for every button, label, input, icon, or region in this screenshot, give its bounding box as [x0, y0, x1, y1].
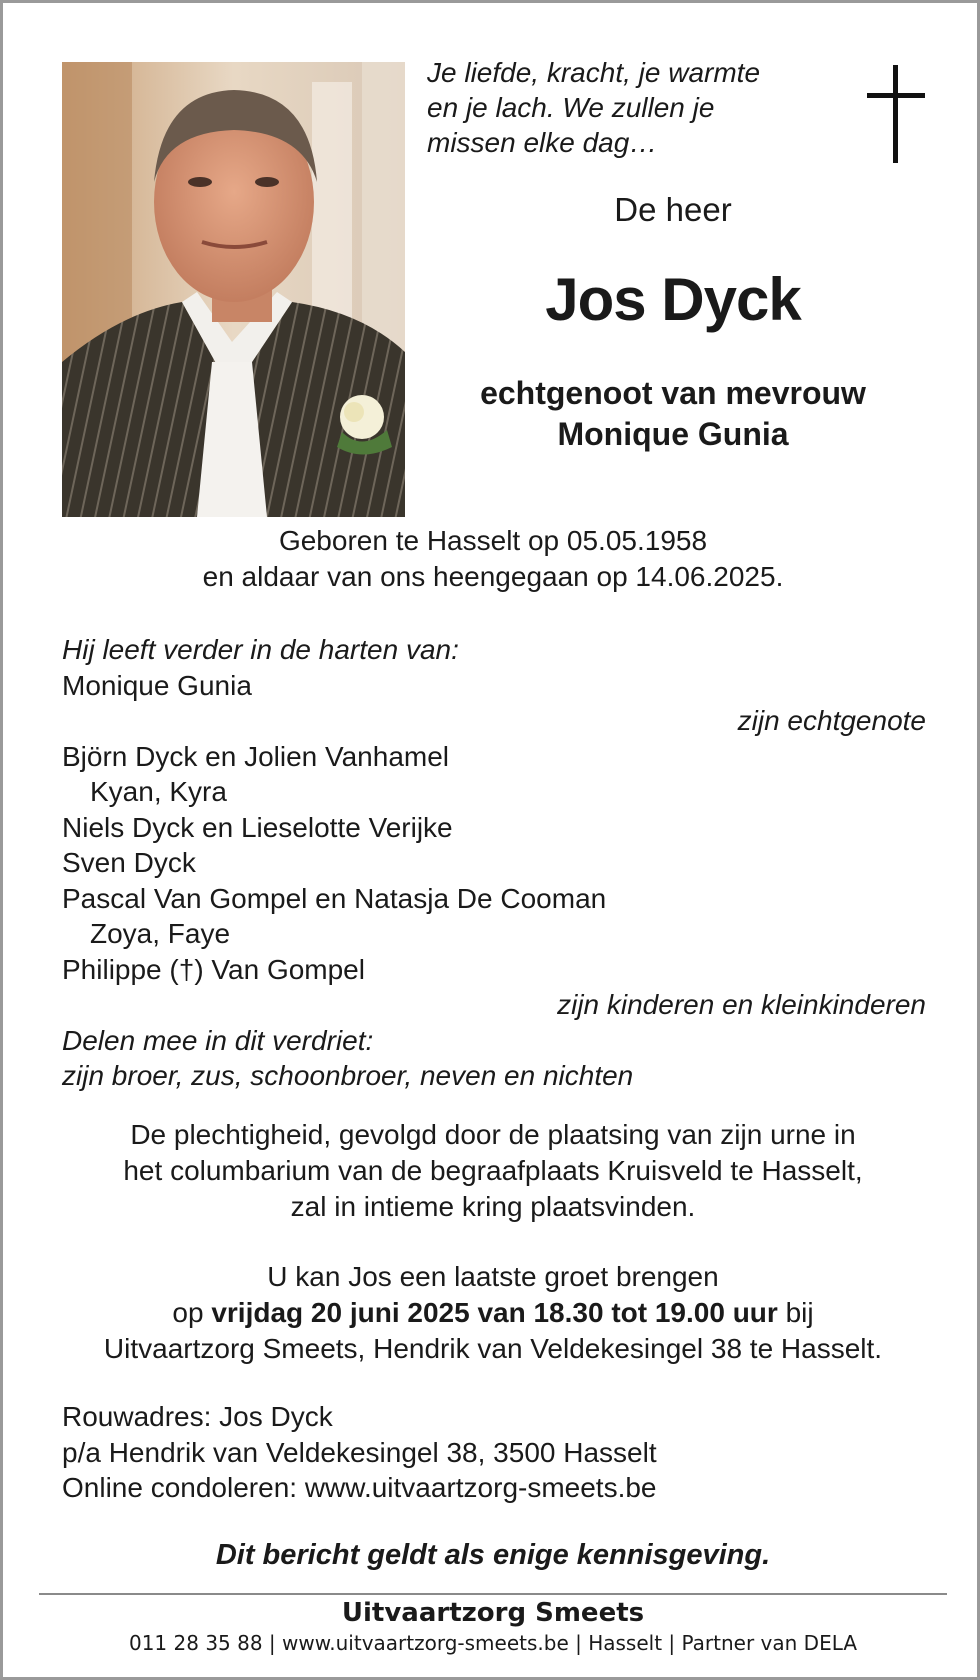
survivors-list: [62, 632, 926, 1094]
death-line: en aldaar van ons heengegaan op 14.06.2025.: [202, 561, 784, 592]
memorial-quote: [427, 55, 827, 160]
latin-cross-icon: [867, 65, 925, 163]
list-item-text: Philippe (: [62, 953, 179, 985]
visit-datetime: vrijdag 20 juni 2025 van 18.30 tot 19.00 uur: [211, 1297, 778, 1328]
share-intro: Delen mee in dit verdriet:: [62, 1024, 374, 1056]
quote-line: Je liefde, kracht, je warmte: [427, 57, 761, 88]
list-item: Sven Dyck: [62, 847, 196, 878]
salutation: De heer: [614, 191, 732, 228]
birth-line: Geboren te Hasselt op 05.05.1958: [278, 525, 708, 556]
visit-datetime-line: [43, 1295, 943, 1331]
footer-separator: |: [568, 1631, 589, 1655]
quote-line: en je lach. We zullen je: [427, 92, 715, 123]
ceremony-line: De plechtigheid, gevolgd door de plaatsing van zijn urne in: [130, 1119, 856, 1150]
list-item-text: ) Van Gompel: [194, 953, 365, 985]
spouse-line-1: echtgenoot van mevrouw: [480, 375, 866, 411]
visitation-info: [43, 1259, 943, 1367]
spouse-statement: [423, 373, 923, 455]
visit-line: U kan Jos een laatste groet brengen: [267, 1261, 719, 1292]
notice-statement: Dit bericht geldt als enige kennisgeving.: [215, 1539, 771, 1571]
birth-death-info: [43, 523, 943, 595]
list-item: Niels Dyck en Lieselotte Verijke: [62, 811, 453, 843]
visit-post: bij: [777, 1297, 814, 1328]
dagger-icon: †: [178, 953, 195, 985]
quote-line: missen elke dag…: [427, 127, 658, 158]
footer-partner: Partner van DELA: [681, 1631, 858, 1655]
list-item: Zoya, Faye: [90, 918, 231, 949]
list-item: Pascal Van Gompel en Natasja De Cooman: [62, 882, 607, 914]
children-role: zijn kinderen en kleinkinderen: [557, 989, 926, 1020]
ceremony-line: zal in intieme kring plaatsvinden.: [290, 1191, 696, 1222]
mourning-address: [62, 1399, 926, 1506]
portrait-photo: [62, 62, 405, 517]
address-line: p/a Hendrik van Veldekesingel 38, 3500 Hasselt: [62, 1436, 657, 1468]
visit-pre: op: [172, 1297, 212, 1328]
footer-phone[interactable]: 011 28 35 88: [128, 1631, 263, 1655]
survivor-spouse-role: zijn echtgenote: [737, 705, 926, 736]
ceremony-line: het columbarium van de begraafplaats Kruisveld te Hasselt,: [123, 1155, 863, 1186]
share-list: zijn broer, zus, schoonbroer, neven en nichten: [62, 1060, 634, 1091]
deceased-name: Jos Dyck: [545, 266, 801, 333]
ceremony-info: [43, 1117, 943, 1225]
footer-website[interactable]: www.uitvaartzorg-smeets.be: [282, 1631, 569, 1655]
footer-separator: |: [662, 1631, 682, 1655]
spouse-line-2: Monique Gunia: [557, 416, 789, 452]
divider: [39, 1593, 947, 1595]
footer-city: Hasselt: [588, 1631, 663, 1655]
funeral-home-name: Uitvaartzorg Smeets: [341, 1598, 645, 1628]
address-line: Rouwadres: Jos Dyck: [62, 1401, 333, 1432]
funeral-home-contact: [43, 1631, 943, 1655]
condolence-link[interactable]: Online condoleren: www.uitvaartzorg-smeets.be: [62, 1472, 657, 1503]
survivor-spouse-name: Monique Gunia: [62, 669, 252, 701]
list-item: Kyan, Kyra: [90, 776, 227, 807]
list-item: Björn Dyck en Jolien Vanhamel: [62, 740, 450, 772]
list-item: [62, 952, 926, 988]
survivors-intro: Hij leeft verder in de harten van:: [62, 634, 459, 665]
visit-line: Uitvaartzorg Smeets, Hendrik van Veldekesingel 38 te Hasselt.: [103, 1333, 883, 1364]
footer-separator: |: [262, 1631, 283, 1655]
